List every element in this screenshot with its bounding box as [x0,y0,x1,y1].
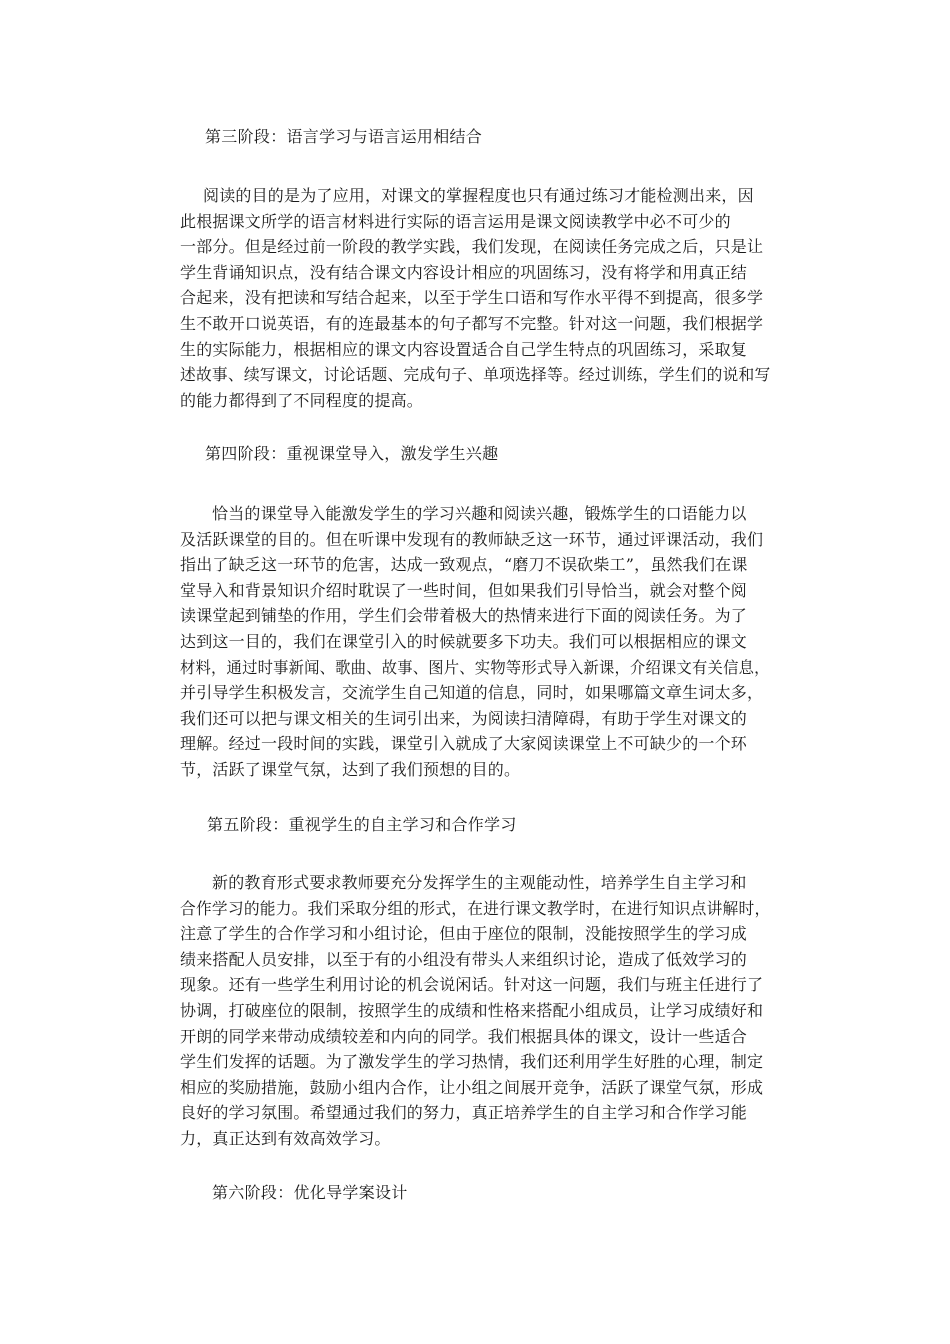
paragraph-line: 生不敢开口说英语，有的连最基本的句子都写不完整。针对这一问题，我们根据学 [180,313,764,333]
paragraph-line: 并引导学生积极发言，交流学生自己知道的信息，同时，如果哪篇文章生词太多， [180,683,764,703]
paragraph-line: 绩来搭配人员安排，以至于有的小组没有带头人来组织讨论，造成了低效学习的 [180,949,748,969]
paragraph-line: 达到这一目的，我们在课堂引入的时候就要多下功夫。我们可以根据相应的课文 [180,631,748,651]
paragraph-line: 一部分。但是经过前一阶段的教学实践，我们发现，在阅读任务完成之后，只是让 [180,237,764,257]
paragraph-line: 理解。经过一段时间的实践，课堂引入就成了大家阅读课堂上不可缺少的一个环 [180,734,748,754]
paragraph-line: 述故事、续写课文，讨论话题、完成句子、单项选择等。经过训练，学生们的说和写 [180,365,771,385]
paragraph-line: 相应的奖励措施，鼓励小组内合作，让小组之间展开竞争，活跃了课堂气氛，形成 [180,1077,764,1097]
paragraph-line: 节，活跃了课堂气氛，达到了我们预想的目的。 [180,759,521,779]
paragraph-line: 恰当的课堂导入能激发学生的学习兴趣和阅读兴趣，锻炼学生的口语能力以 [212,504,747,523]
paragraph-line: 现象。还有一些学生利用讨论的机会说闲话。针对这一问题，我们与班主任进行了 [180,975,764,995]
section-body-stage-4 [180,501,770,783]
section-heading-stage-5: 第五阶段：重视学生的自主学习和合作学习 [207,815,517,834]
paragraph-line: 开朗的同学来带动成绩较差和内向的同学。我们根据具体的课文，设计一些适合 [180,1026,748,1046]
paragraph-line: 合起来，没有把读和写结合起来，以至于学生口语和写作水平得不到提高，很多学 [180,288,764,308]
paragraph-line: 协调，打破座位的限制，按照学生的成绩和性格来搭配小组成员，让学习成绩好和 [180,1000,764,1020]
section-body-stage-3 [180,183,770,413]
paragraph-line: 学生背诵知识点，没有结合课文内容设计相应的巩固练习，没有将学和用真正结 [180,262,748,282]
section-heading-stage-3: 第三阶段：语言学习与语言运用相结合 [205,127,483,146]
paragraph-line: 材料，通过时事新闻、歌曲、故事、图片、实物等形式导入新课，介绍课文有关信息， [180,657,770,677]
paragraph-line: 良好的学习氛围。希望通过我们的努力，真正培养学生的自主学习和合作学习能 [180,1103,748,1123]
paragraph-line: 合作学习的能力。我们采取分组的形式，在进行课文教学时，在进行知识点讲解时， [180,898,771,918]
section-heading-stage-4: 第四阶段：重视课堂导入，激发学生兴趣 [205,444,499,463]
paragraph-line: 力，真正达到有效高效学习。 [180,1128,391,1148]
paragraph-line: 指出了缺乏这一环节的危害，达成一致观点，“磨刀不误砍柴工”，虽然我们在课 [180,555,748,575]
paragraph-line: 生的实际能力，根据相应的课文内容设置适合自己学生特点的巩固练习，采取复 [180,339,748,359]
section-body-stage-5 [180,870,770,1152]
paragraph-line: 此根据课文所学的语言材料进行实际的语言运用是课文阅读教学中必不可少的 [180,211,731,231]
section-heading-stage-6: 第六阶段：优化导学案设计 [212,1183,408,1202]
paragraph-line: 及活跃课堂的目的。但在听课中发现有的教师缺乏这一环节，通过评课活动，我们 [180,529,764,549]
paragraph-line: 堂导入和背景知识介绍时耽误了一些时间，但如果我们引导恰当，就会对整个阅 [180,580,748,600]
paragraph-line: 读课堂起到铺垫的作用，学生们会带着极大的热情来进行下面的阅读任务。为了 [180,606,748,626]
paragraph-line: 新的教育形式要求教师要充分发挥学生的主观能动性，培养学生自主学习和 [212,873,747,892]
paragraph-line: 学生们发挥的话题。为了激发学生的学习热情，我们还利用学生好胜的心理，制定 [180,1052,764,1072]
paragraph-line: 阅读的目的是为了应用，对课文的掌握程度也只有通过练习才能检测出来，因 [203,186,754,205]
paragraph-line: 我们还可以把与课文相关的生词引出来，为阅读扫清障碍，有助于学生对课文的 [180,708,748,728]
paragraph-line: 注意了学生的合作学习和小组讨论，但由于座位的限制，没能按照学生的学习成 [180,924,748,944]
paragraph-line: 的能力都得到了不同程度的提高。 [180,390,424,410]
